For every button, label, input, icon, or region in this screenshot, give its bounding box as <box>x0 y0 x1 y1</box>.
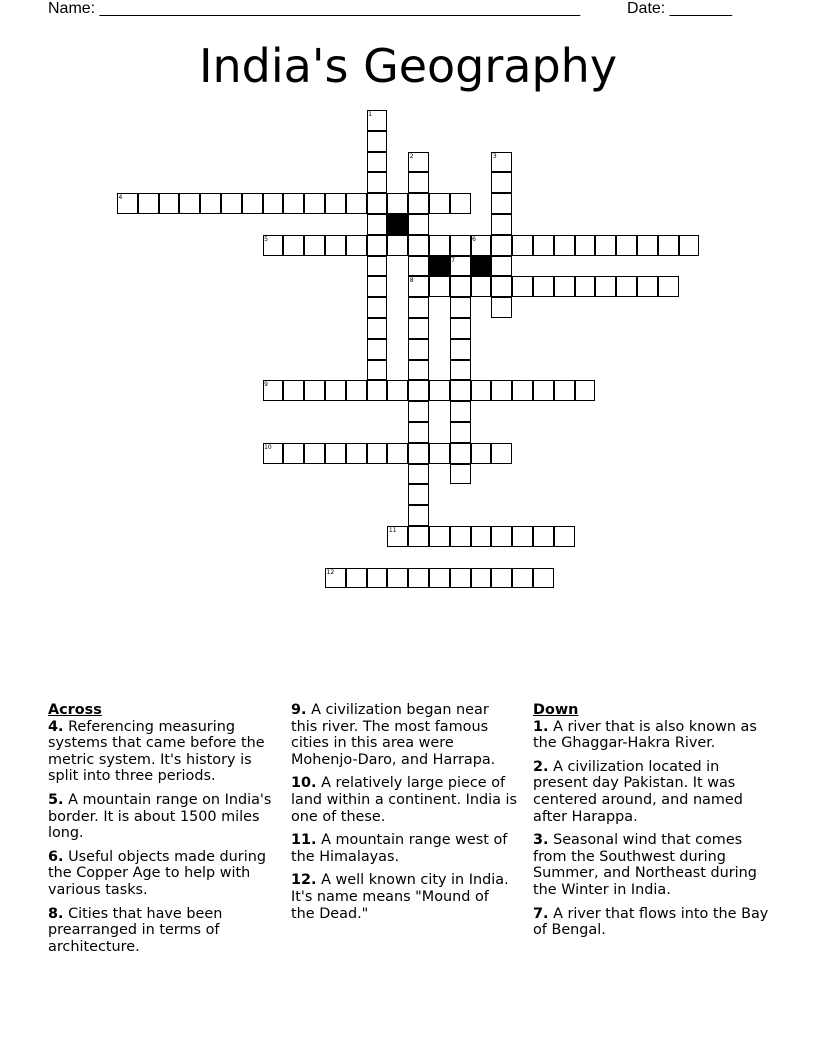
crossword-cell <box>367 380 388 401</box>
crossword-cell <box>304 443 325 464</box>
crossword-cell <box>408 256 429 277</box>
clue-across-12: 12. A well known city in India. It's name means "Mound of the Dead." <box>291 872 509 922</box>
crossword-cell <box>450 443 471 464</box>
clue-down-3: 3. Seasonal wind that comes from the Southwest during Summer, and Northeast during the Winter in India. <box>533 832 757 898</box>
crossword-cell <box>283 193 304 214</box>
crossword-cell <box>450 193 471 214</box>
crossword-cell <box>159 193 180 214</box>
crossword-cell <box>450 401 471 422</box>
crossword-cell <box>512 526 533 547</box>
crossword-cell <box>575 380 596 401</box>
crossword-cell <box>408 380 429 401</box>
crossword-cell <box>408 193 429 214</box>
crossword-cell <box>346 443 367 464</box>
crossword-cell <box>408 484 429 505</box>
down-clues-column <box>533 702 773 946</box>
crossword-cell <box>512 235 533 256</box>
crossword-cell <box>387 568 408 589</box>
name-line: Name: ______________________________________________________ <box>48 0 581 17</box>
crossword-cell <box>367 152 388 173</box>
crossword-cell <box>471 526 492 547</box>
crossword-cell <box>367 131 388 152</box>
crossword-cell <box>367 193 388 214</box>
blocked-cell <box>471 256 492 277</box>
crossword-cell <box>616 235 637 256</box>
crossword-cell <box>429 526 450 547</box>
clue-across-6: 6. Useful objects made during the Copper Age to help with various tasks. <box>48 848 266 898</box>
blocked-cell <box>429 256 450 277</box>
crossword-cell <box>491 172 512 193</box>
clue-down-2: 2. A civilization located in present day Pakistan. It was centered around, and named after Harappa. <box>533 758 743 825</box>
clue-number-9: 9 <box>264 381 268 389</box>
crossword-cell <box>450 276 471 297</box>
crossword-cell <box>471 568 492 589</box>
crossword-cell <box>283 380 304 401</box>
clue-number-11: 11 <box>388 527 397 534</box>
crossword-cell <box>450 464 471 485</box>
crossword-cell <box>367 360 388 381</box>
crossword-cell <box>471 443 492 464</box>
crossword-cell <box>346 193 367 214</box>
crossword-cell <box>491 443 512 464</box>
clue-across-5: 5. A mountain range on India's border. It is about 1500 miles long. <box>48 791 272 842</box>
crossword-cell <box>512 276 533 297</box>
crossword-cell <box>221 193 242 214</box>
crossword-cell <box>408 214 429 235</box>
crossword-cell <box>533 276 554 297</box>
crossword-cell <box>637 276 658 297</box>
across-clues-column-2 <box>291 702 517 929</box>
crossword-cell <box>450 297 471 318</box>
crossword-cell <box>408 505 429 526</box>
crossword-cell <box>304 235 325 256</box>
clue-number-7: 7 <box>451 256 456 264</box>
crossword-cell <box>367 235 388 256</box>
crossword-cell <box>429 276 450 297</box>
crossword-cell <box>367 339 388 360</box>
crossword-cell <box>554 526 575 547</box>
crossword-cell <box>408 297 429 318</box>
clue-number-10: 10 <box>264 443 272 451</box>
crossword-cell <box>554 235 575 256</box>
crossword-cell <box>450 526 471 547</box>
crossword-cell <box>450 568 471 589</box>
crossword-cell <box>450 380 471 401</box>
crossword-cell <box>346 235 367 256</box>
crossword-cell <box>533 526 554 547</box>
date-line: Date: _______ <box>627 0 732 17</box>
crossword-cell <box>450 339 471 360</box>
crossword-cell <box>138 193 159 214</box>
crossword-cell <box>408 568 429 589</box>
crossword-cell <box>200 193 221 214</box>
crossword-cell <box>408 464 429 485</box>
crossword-cell <box>533 380 554 401</box>
crossword-cell <box>408 360 429 381</box>
crossword-cell <box>387 443 408 464</box>
crossword-cell <box>450 318 471 339</box>
crossword-cell <box>408 172 429 193</box>
crossword-cell <box>658 235 679 256</box>
crossword-cell <box>367 568 388 589</box>
crossword-cell <box>471 380 492 401</box>
crossword-cell <box>367 214 388 235</box>
crossword-cell <box>408 401 429 422</box>
crossword-cell <box>387 235 408 256</box>
clue-number-5: 5 <box>264 235 268 243</box>
crossword-cell <box>595 235 616 256</box>
crossword-cell <box>575 235 596 256</box>
crossword-cell <box>450 360 471 381</box>
crossword-cell <box>283 443 304 464</box>
crossword-cell <box>429 568 450 589</box>
down-heading: Down <box>533 702 579 718</box>
crossword-cell <box>429 193 450 214</box>
crossword-cell <box>387 193 408 214</box>
crossword-cell <box>387 380 408 401</box>
crossword-cell <box>616 276 637 297</box>
crossword-cell <box>242 193 263 214</box>
crossword-cell <box>429 443 450 464</box>
crossword-cell <box>367 318 388 339</box>
crossword-cell <box>408 235 429 256</box>
crossword-cell <box>367 443 388 464</box>
clue-across-10: 10. A relatively large piece of land within a continent. India is one of these. <box>291 775 518 825</box>
crossword-cell <box>491 380 512 401</box>
clue-across-8: 8. Cities that have been prearranged in terms of architecture. <box>48 905 223 955</box>
clue-across-11: 11. A mountain range west of the Himalayas. <box>291 832 508 865</box>
crossword-cell <box>471 276 492 297</box>
crossword-cell <box>367 297 388 318</box>
across-clues-column-1 <box>48 702 280 962</box>
crossword-cell <box>304 380 325 401</box>
crossword-cell <box>408 422 429 443</box>
crossword-cell <box>408 443 429 464</box>
clue-number-2: 2 <box>409 152 414 160</box>
crossword-cell <box>346 568 367 589</box>
crossword-cell <box>491 214 512 235</box>
crossword-cell <box>283 235 304 256</box>
crossword-cell <box>575 276 596 297</box>
clue-number-3: 3 <box>492 152 497 160</box>
crossword-cell <box>304 193 325 214</box>
blocked-cell <box>387 214 408 235</box>
crossword-cell <box>533 568 554 589</box>
crossword-cell <box>679 235 700 256</box>
crossword-cell <box>408 318 429 339</box>
crossword-cell <box>491 235 512 256</box>
crossword-cell <box>179 193 200 214</box>
crossword-cell <box>367 276 388 297</box>
clue-number-4: 4 <box>118 194 123 202</box>
clue-number-8: 8 <box>409 277 414 285</box>
page-title: India's Geography <box>198 39 618 93</box>
crossword-cell <box>637 235 658 256</box>
crossword-cell <box>367 172 388 193</box>
crossword-cell <box>491 568 512 589</box>
clue-down-7: 7. A river that flows into the Bay of Bengal. <box>533 905 769 939</box>
crossword-cell <box>491 193 512 214</box>
clue-number-12: 12 <box>326 568 335 576</box>
crossword-cell <box>429 380 450 401</box>
crossword-cell <box>367 256 388 277</box>
crossword-cell <box>325 443 346 464</box>
crossword-cell <box>491 297 512 318</box>
crossword-cell <box>533 235 554 256</box>
crossword-cell <box>554 380 575 401</box>
crossword-cell <box>429 235 450 256</box>
crossword-cell <box>491 526 512 547</box>
clue-down-1: 1. A river that is also known as the Ghaggar-Hakra River. <box>533 718 757 752</box>
crossword-cell <box>512 568 533 589</box>
crossword-cell <box>325 380 346 401</box>
crossword-cell <box>450 235 471 256</box>
crossword-cell <box>512 380 533 401</box>
crossword-cell <box>491 256 512 277</box>
crossword-cell <box>450 422 471 443</box>
clue-across-4: 4. Referencing measuring systems that came before the metric system. It's history is split into three periods. <box>48 718 265 785</box>
crossword-cell <box>595 276 616 297</box>
crossword-cell <box>408 526 429 547</box>
crossword-cell <box>491 276 512 297</box>
crossword-cell <box>658 276 679 297</box>
crossword-cell <box>263 193 284 214</box>
clue-across-9: 9. A civilization began near this river. The most famous cities in this area were Mohenjo-Daro, and Harrapa. <box>291 702 496 768</box>
across-heading: Across <box>48 702 102 718</box>
crossword-cell <box>325 193 346 214</box>
crossword-cell <box>346 380 367 401</box>
crossword-cell <box>554 276 575 297</box>
clue-number-1: 1 <box>368 111 372 118</box>
crossword-cell <box>408 339 429 360</box>
crossword-cell <box>325 235 346 256</box>
clue-number-6: 6 <box>472 235 476 243</box>
